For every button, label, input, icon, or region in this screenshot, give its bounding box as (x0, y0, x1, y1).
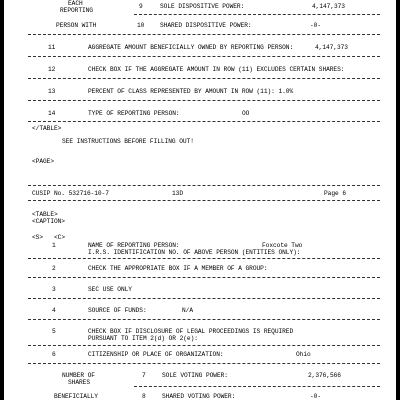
row7-number: 7 (142, 372, 146, 379)
row3-number: 3 (52, 286, 56, 293)
header-top-separator (28, 185, 380, 186)
row4-separator (28, 319, 380, 320)
row8-number: 8 (142, 393, 146, 400)
row1-number: 1 (52, 242, 56, 249)
row6-value: Ohio (296, 351, 311, 358)
row14-separator (28, 121, 380, 122)
row4-label: SOURCE OF FUNDS: (88, 307, 147, 314)
row12-separator (28, 78, 380, 79)
page-tag: <PAGE> (32, 158, 54, 165)
row14-label: TYPE OF REPORTING PERSON: (88, 110, 180, 117)
row12-number: 12 (48, 66, 56, 73)
row9-label: SOLE DISPOSITIVE POWER: (160, 3, 245, 10)
row14-value: OO (242, 110, 250, 117)
row11-label: AGGREGATE AMOUNT BENEFICIALLY OWNED BY REPORTING PERSON: (88, 44, 294, 51)
row8-label: SHARED VOTING POWER: (162, 393, 236, 400)
header-bottom-separator (28, 200, 380, 201)
row2-number: 2 (52, 265, 56, 272)
row13-separator (28, 100, 380, 101)
row8-value: -0- (310, 393, 321, 400)
form-type: 13D (172, 190, 183, 197)
row14-number: 14 (48, 110, 56, 117)
row13-label: PERCENT OF CLASS REPRESENTED BY AMOUNT IN ROW (11): 1.0% (88, 88, 294, 95)
cusip-number: CUSIP No. 532716-10-7 (32, 190, 109, 197)
row2-separator (28, 277, 380, 278)
row11-number: 11 (48, 44, 56, 51)
row7-left-label-2: SHARES (68, 379, 90, 386)
instructions-note: SEE INSTRUCTIONS BEFORE FILLING OUT! (62, 138, 194, 145)
c-tag: <C> (54, 234, 65, 241)
row11-separator (28, 56, 380, 57)
row3-separator (28, 298, 380, 299)
row7-value: 2,376,566 (308, 372, 341, 379)
row8-left-label: BENEFICIALLY (54, 393, 98, 400)
row5-label: CHECK BOX IF DISCLOSURE OF LEGAL PROCEEDINGS IS REQUIRED (88, 328, 294, 335)
s-tag: <S> (32, 234, 43, 241)
row9-value: 4,147,373 (312, 3, 345, 10)
row10-label: SHARED DISPOSITIVE POWER: (160, 22, 252, 29)
row1-value: Foxcote Two (262, 242, 303, 249)
caption-tag: <CAPTION> (32, 218, 65, 225)
row5-separator (28, 345, 380, 346)
row4-value: N/A (182, 307, 193, 314)
row1-label-2: I.R.S. IDENTIFICATION NO. OF ABOVE PERSON (ENTITIES ONLY): (88, 249, 301, 256)
row12-label: CHECK BOX IF THE AGGREGATE AMOUNT IN ROW (11) EXCLUDES CERTAIN SHARES: (88, 66, 345, 73)
row7-left-label: NUMBER OF (62, 372, 95, 379)
row5-label-2: PURSUANT TO ITEM 2(d) OR 2(e): (88, 335, 198, 342)
row10-value: -0- (310, 22, 321, 29)
row5-number: 5 (52, 328, 56, 335)
row9-separator (134, 14, 380, 15)
table-close-tag: </TABLE> (32, 125, 62, 132)
row1-separator (28, 258, 380, 259)
row7-separator (134, 386, 380, 387)
table-tag: <TABLE> (32, 211, 58, 218)
row9-number: 9 (139, 3, 143, 10)
row10-separator (28, 34, 380, 35)
row9-left-label-2: REPORTING (60, 7, 93, 14)
row10-number: 10 (137, 22, 145, 29)
row2-label: CHECK THE APPROPRIATE BOX IF A MEMBER OF A GROUP: (88, 265, 268, 272)
page-number: Page 6 (324, 190, 346, 197)
row6-label: CITIZENSHIP OR PLACE OF ORGANIZATION: (88, 351, 224, 358)
row7-label: SOLE VOTING POWER: (162, 372, 228, 379)
row11-value: 4,147,373 (315, 44, 348, 51)
row9-left-label: EACH (68, 0, 83, 7)
row10-left-label: PERSON WITH (56, 22, 97, 29)
row13-number: 13 (48, 88, 56, 95)
row3-label: SEC USE ONLY (88, 286, 132, 293)
document-page (4, 0, 396, 400)
row4-number: 4 (52, 307, 56, 314)
row6-separator (28, 363, 380, 364)
row6-number: 6 (52, 351, 56, 358)
row1-label: NAME OF REPORTING PERSON: (88, 242, 180, 249)
